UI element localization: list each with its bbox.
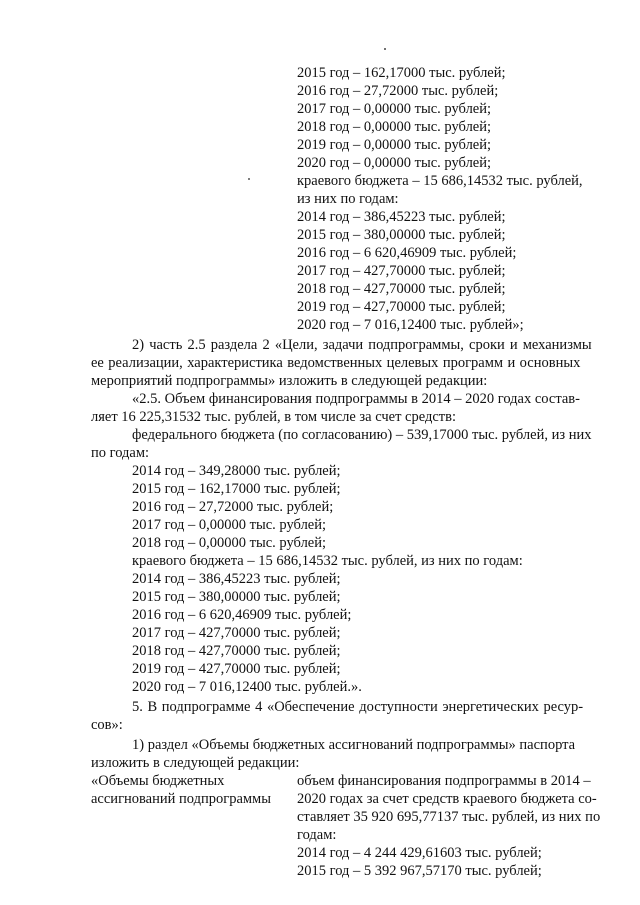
scan-mark	[384, 48, 386, 50]
text-line: 2015 год – 380,00000 тыс. рублей;	[297, 227, 506, 243]
text-line: 1) раздел «Объемы бюджетных ассигнований подпрограммы» паспорта	[132, 737, 576, 753]
text-line: 2020 год – 7 016,12400 тыс. рублей.».	[132, 679, 362, 695]
text-line: 2015 год – 380,00000 тыс. рублей;	[132, 589, 341, 605]
text-line: 2015 год – 162,17000 тыс. рублей;	[297, 65, 506, 81]
text-line: 2014 год – 349,28000 тыс. рублей;	[132, 463, 341, 479]
text-line: 2016 год – 6 620,46909 тыс. рублей;	[297, 245, 517, 261]
text-line: изложить в следующей редакции:	[91, 755, 300, 771]
text-line: 2017 год – 427,70000 тыс. рублей;	[132, 625, 341, 641]
text-line: 2018 год – 427,70000 тыс. рублей;	[297, 281, 506, 297]
text-line: «2.5. Объем финансирования подпрограммы в 2014 – 2020 годах состав-	[132, 391, 580, 407]
text-line: объем финансирования подпрограммы в 2014 –	[297, 773, 591, 789]
text-line: ставляет 35 920 695,77137 тыс. рублей, из них по	[297, 809, 601, 825]
text-line: из них по годам:	[297, 191, 399, 207]
text-line: 2017 год – 0,00000 тыс. рублей;	[132, 517, 327, 533]
text-line: 2015 год – 5 392 967,57170 тыс. рублей;	[297, 863, 542, 879]
text-line: краевого бюджета – 15 686,14532 тыс. рублей, из них по годам:	[132, 553, 523, 569]
text-line: 2014 год – 386,45223 тыс. рублей;	[132, 571, 341, 587]
text-line: 2016 год – 27,72000 тыс. рублей;	[297, 83, 499, 99]
text-line: 2018 год – 0,00000 тыс. рублей;	[297, 119, 492, 135]
text-line: сов»:	[91, 717, 123, 733]
text-line: 2015 год – 162,17000 тыс. рублей;	[132, 481, 341, 497]
text-line: 2017 год – 427,70000 тыс. рублей;	[297, 263, 506, 279]
text-line: 2020 год – 7 016,12400 тыс. рублей»;	[297, 317, 524, 333]
text-line: 2019 год – 0,00000 тыс. рублей;	[297, 137, 492, 153]
text-line: по годам:	[91, 445, 150, 461]
text-line: ляет 16 225,31532 тыс. рублей, в том числе за счет средств:	[91, 409, 457, 425]
text-line: 2018 год – 0,00000 тыс. рублей;	[132, 535, 327, 551]
text-line: ее реализации, характеристика ведомственных целевых программ и основных	[91, 355, 581, 371]
text-line: 2) часть 2.5 раздела 2 «Цели, задачи подпрограммы, сроки и механизмы	[132, 337, 592, 353]
passport-label: ассигнований подпрограммы	[91, 791, 271, 807]
text-line: мероприятий подпрограммы» изложить в следующей редакции:	[91, 373, 488, 389]
text-line: 2019 год – 427,70000 тыс. рублей;	[297, 299, 506, 315]
text-line: годам:	[297, 827, 337, 843]
text-line: 2016 год – 6 620,46909 тыс. рублей;	[132, 607, 352, 623]
passport-label: «Объемы бюджетных	[91, 773, 225, 789]
text-line: 2020 годах за счет средств краевого бюджета со-	[297, 791, 597, 807]
text-line: 5. В подпрограмме 4 «Обеспечение доступности энергетических ресур-	[132, 699, 584, 715]
text-line: 2020 год – 0,00000 тыс. рублей;	[297, 155, 492, 171]
text-line: краевого бюджета – 15 686,14532 тыс. рублей,	[297, 173, 583, 189]
text-line: 2017 год – 0,00000 тыс. рублей;	[297, 101, 492, 117]
scan-mark	[248, 178, 250, 180]
text-line: 2018 год – 427,70000 тыс. рублей;	[132, 643, 341, 659]
text-line: 2014 год – 386,45223 тыс. рублей;	[297, 209, 506, 225]
text-line: 2014 год – 4 244 429,61603 тыс. рублей;	[297, 845, 542, 861]
text-line: 2019 год – 427,70000 тыс. рублей;	[132, 661, 341, 677]
text-line: 2016 год – 27,72000 тыс. рублей;	[132, 499, 334, 515]
text-line: федерального бюджета (по согласованию) – 539,17000 тыс. рублей, из них	[132, 427, 592, 443]
